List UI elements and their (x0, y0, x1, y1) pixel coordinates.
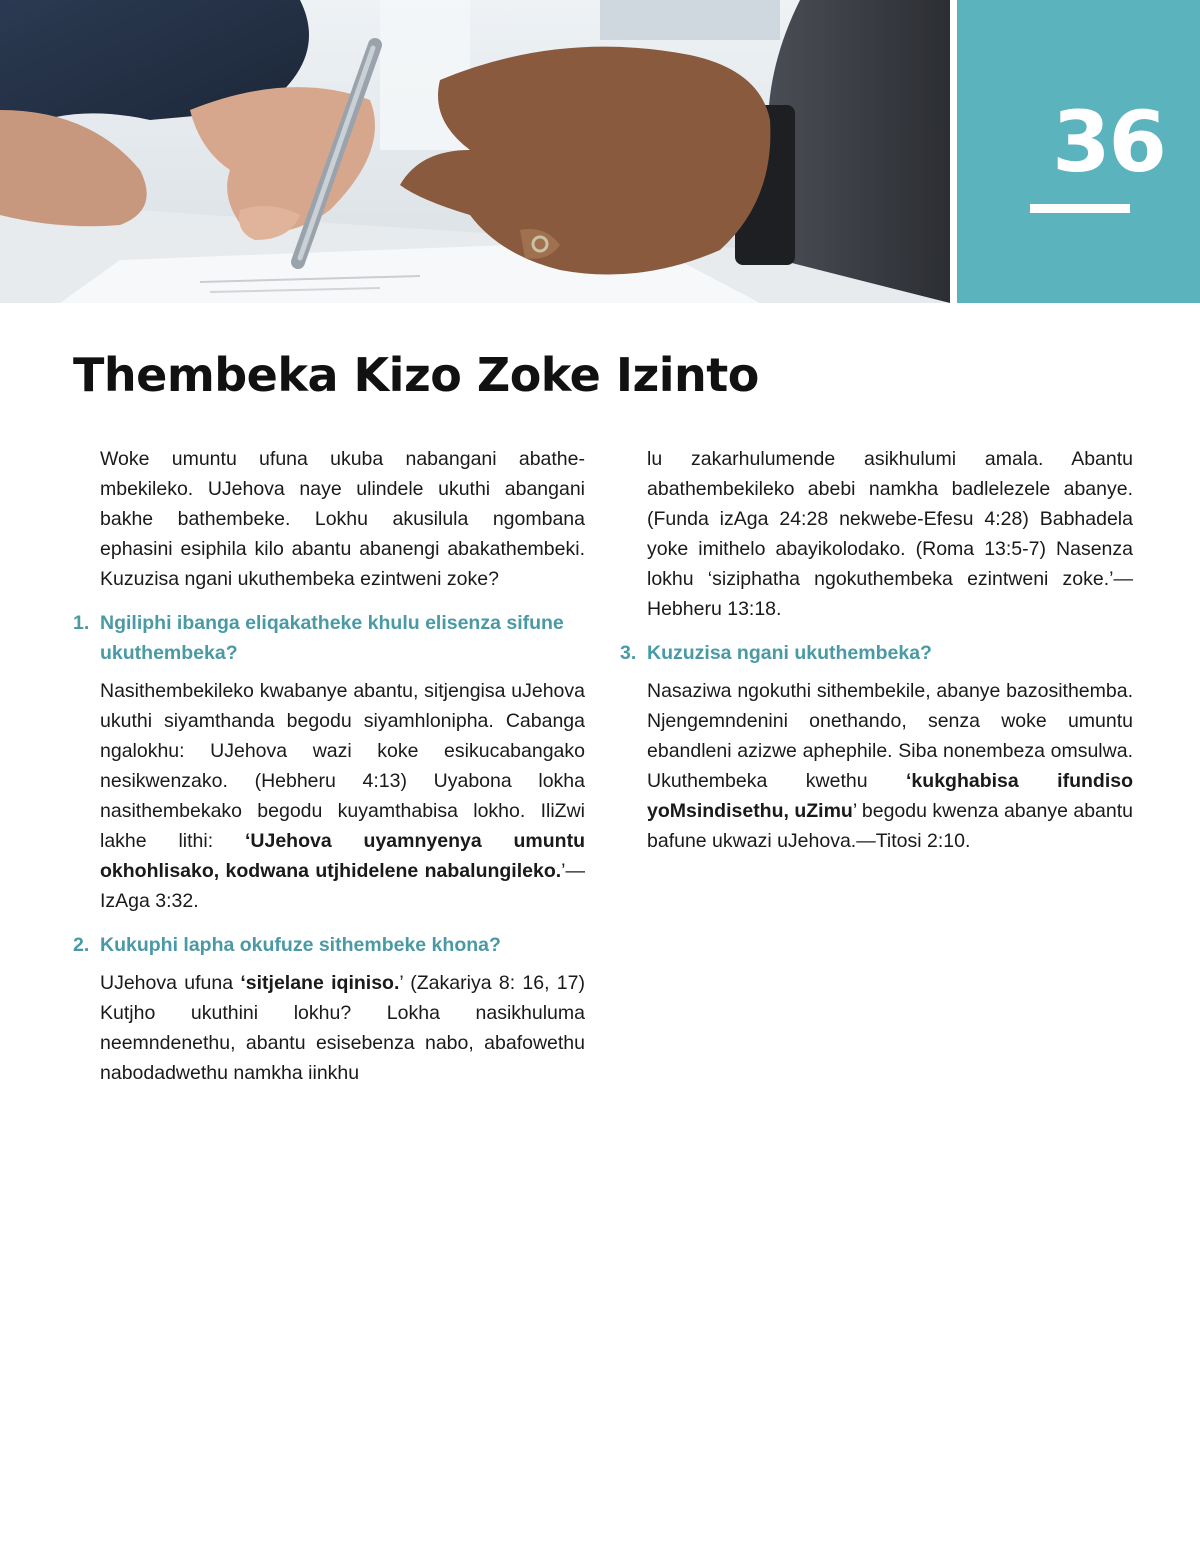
answer-2-bold-quote: ‘sitjelane iqiniso. (240, 972, 400, 994)
hero-photo-handshake-signing (0, 0, 950, 303)
lesson-number: 36 (1052, 93, 1165, 191)
left-column (73, 444, 585, 1088)
lesson-number-box (957, 0, 1200, 303)
answer-3-citation: ’ begodu kwenza abanye abantu bafune ukwazi uJehova.—Titosi 2:10. (647, 800, 1133, 852)
answer-1-citation: ’—IzAga 3:32. (100, 860, 585, 912)
answer-3-text: Nasaziwa ngokuthi sithembekile, abanye bazosithemba. Njengemndenini onethando, senza woke umuntu ebandleni azizwe aphephile. Siba nonembeza omsulwa. Ukuthembeka kwethu (647, 680, 1133, 792)
answer-3-paragraph (620, 676, 1133, 856)
right-column (620, 444, 1133, 856)
page-title: Thembeka Kizo Zoke Izinto (73, 348, 759, 402)
intro-paragraph: Woke umuntu ufuna ukuba nabangani abathembekileko. UJehova naye ulindele ukuthi abangani bakhe bathembeke. Lokhu akusilula ngombana ephasini esiphila kilo abantu abanengi abakathembeki. Kuzuzisa ngani ukuthembeka ezintweni zoke? (100, 448, 585, 590)
answer-3-bold-quote: ‘kukghabisa ifundiso yoMsindisethu, uZimu (647, 770, 1133, 822)
hero-illustration (0, 0, 950, 303)
question-3-number: 3. (620, 642, 637, 664)
answer-2-paragraph (73, 968, 585, 1088)
question-2-text: Kukuphi lapha okufuze sithembeke khona? (100, 934, 501, 956)
answer-2-text: UJehova ufuna (100, 972, 241, 994)
answer-2-continuation: ’ (Zakariya 8: 16, 17) Kutjho ukuthini lokhu? Lokha nasikhuluma neemndenethu, abantu esisebenza nabo, abafowethu nabodadwethu namkha iinkhu (100, 972, 585, 1084)
question-1-text: Ngiliphi ibanga eliqakatheke khulu elisenza sifune ukuthembeka? (100, 612, 564, 664)
lesson-number-underline (1030, 204, 1130, 213)
answer-1-text: Nasithembekileko kwabanye abantu, sitjengisa uJehova ukuthi siyamthanda begodu siyamhlonipha. Cabanga ngalokhu: UJehova wazi koke esikucabangako nesikwenzako. (Hebheru 4:13) Uyabona lokha nasithembekako begodu kuyamthabisa lokho. IliZwi lakhe lithi: (100, 680, 585, 852)
question-2-heading (73, 930, 585, 960)
question-1-number: 1. (73, 612, 90, 634)
question-3-text: Kuzuzisa ngani ukuthembeka? (647, 642, 932, 664)
answer-2-paragraph-continued: lu zakarhulumende asikhulumi amala. Abantu abathembekileko abebi namkha badlelezele abanye. (Funda izAga 24:28 nekwebe-Efesu 4:28) Babhadela yoke imithelo abayikolodako. (Roma 13:5-7) Nasenza lokhu ‘siziphatha ngokuthembeka ezintweni zoke.’—Hebheru 13:18. (647, 448, 1133, 620)
answer-1-paragraph (73, 676, 585, 916)
question-3-heading (620, 638, 1133, 668)
answer-1-bold-quote: ‘UJehova uyamnyenya umuntu okhohlisako, kodwana utjhidelene nabalungileko. (100, 830, 585, 882)
question-2-number: 2. (73, 934, 90, 956)
question-1-heading (73, 608, 585, 668)
